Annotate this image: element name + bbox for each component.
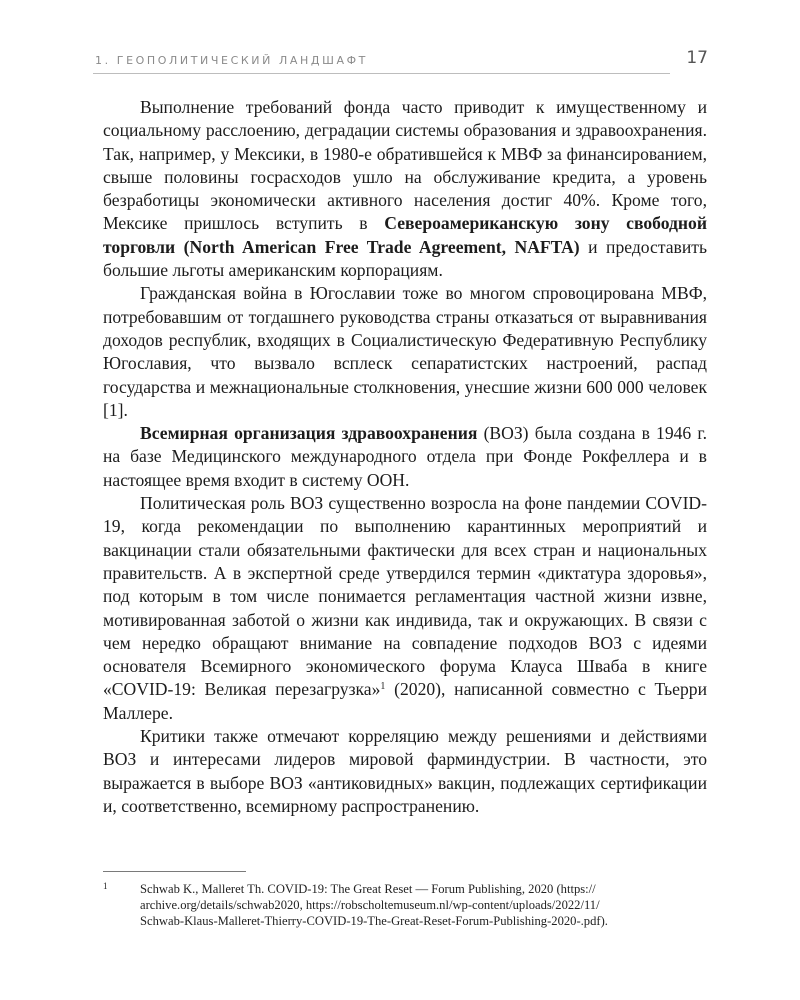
text-run: Выполнение требований фонда часто приводит к имущественному и социальному расслоению, деградации системы образования и здравоохранения. Так, например, у Мексики, в 1980-е обратившейся к МВФ за финансированием, свыше половины госрасходов ушло на обслуживание кредита, а уровень безработицы экономически активного населения достиг 40%. Кроме того, Мексике пришлось вступить в bbox=[103, 97, 707, 234]
paragraph bbox=[103, 422, 707, 492]
footnote-mark: 1 bbox=[103, 881, 108, 891]
footnote-line: Schwab K., Malleret Th. COVID-19: The Great Reset — Forum Publishing, 2020 (https:// bbox=[140, 882, 596, 896]
text-run: (ВОЗ) была создана в 1946 г. на базе Медицинского международного отдела при Фонде Рокфеллера и в настоящее время входит в систему ООН. bbox=[103, 423, 707, 490]
text-run: Критики также отмечают корреляцию между решениями и действиями ВОЗ и интересами лидеров мировой фарминдустрии. В частности, это выражается в выборе ВОЗ «антиковидных» вакцин, подлежащих сертификации и, соответственно, всемирному распространению. bbox=[103, 726, 707, 816]
paragraph bbox=[103, 282, 707, 422]
bold-term-who: Всемирная организация здравоохранения bbox=[140, 423, 478, 444]
footnote-reference[interactable]: 1 bbox=[380, 681, 386, 693]
footnote-line: archive.org/details/schwab2020, https://robscholtemuseum.nl/wp-content/uploads/2022/11/ bbox=[140, 898, 600, 912]
text-run: Гражданская война в Югославии тоже во многом спровоцирована МВФ, потребовавшим от тогдашнего руководства страны отказаться от выравнивания доходов республик, входящих в Социалистическую Федеративную Республику Югославия, что вызвало всплеск сепаратистских настроений, распад государства и межнациональные столкновения, унесшие жизни 600 000 человек [1]. bbox=[103, 283, 707, 420]
header-rule bbox=[93, 73, 670, 74]
text-run: Политическая роль ВОЗ существенно возросла на фоне пандемии COVID-19, когда рекомендации по выполнению карантинных мероприятий и вакцинации стали обязательными фактически для всех стран и национальных правительств. А в экспертной среде утвердился термин «диктатура здоровья», под которым в том числе понимается регламентация частной жизни извне, мотивированная заботой о жизни как индивида, так и окружающих. В связи с чем нередко обращают внимание на совпадение подходов ВОЗ с идеями основателя Всемирного экономического форума Клауса Шваба в книге «COVID-19: Великая перезагрузка» bbox=[103, 493, 707, 700]
page-number: 17 bbox=[686, 48, 708, 68]
footnote-rule bbox=[103, 871, 246, 872]
main-text bbox=[103, 96, 707, 818]
running-head: 1. ГЕОПОЛИТИЧЕСКИЙ ЛАНДШАФТ bbox=[95, 54, 368, 67]
footnote-line: Schwab-Klaus-Malleret-Thierry-COVID-19-The-Great-Reset-Forum-Publishing-2020-.pdf). bbox=[140, 914, 608, 928]
footnote-text bbox=[140, 881, 707, 929]
text-run: (2020), написанной совместно с Тьерри Маллере. bbox=[103, 679, 707, 723]
paragraph bbox=[103, 725, 707, 818]
paragraph bbox=[103, 96, 707, 282]
paragraph bbox=[103, 492, 707, 725]
bold-term-nafta: Североамериканскую зону свободной торговли (North American Free Trade Agreement, NAFTA) bbox=[103, 213, 707, 257]
footnote bbox=[103, 881, 707, 929]
text-run: и предоставить большие льготы американским корпорациям. bbox=[103, 236, 707, 281]
